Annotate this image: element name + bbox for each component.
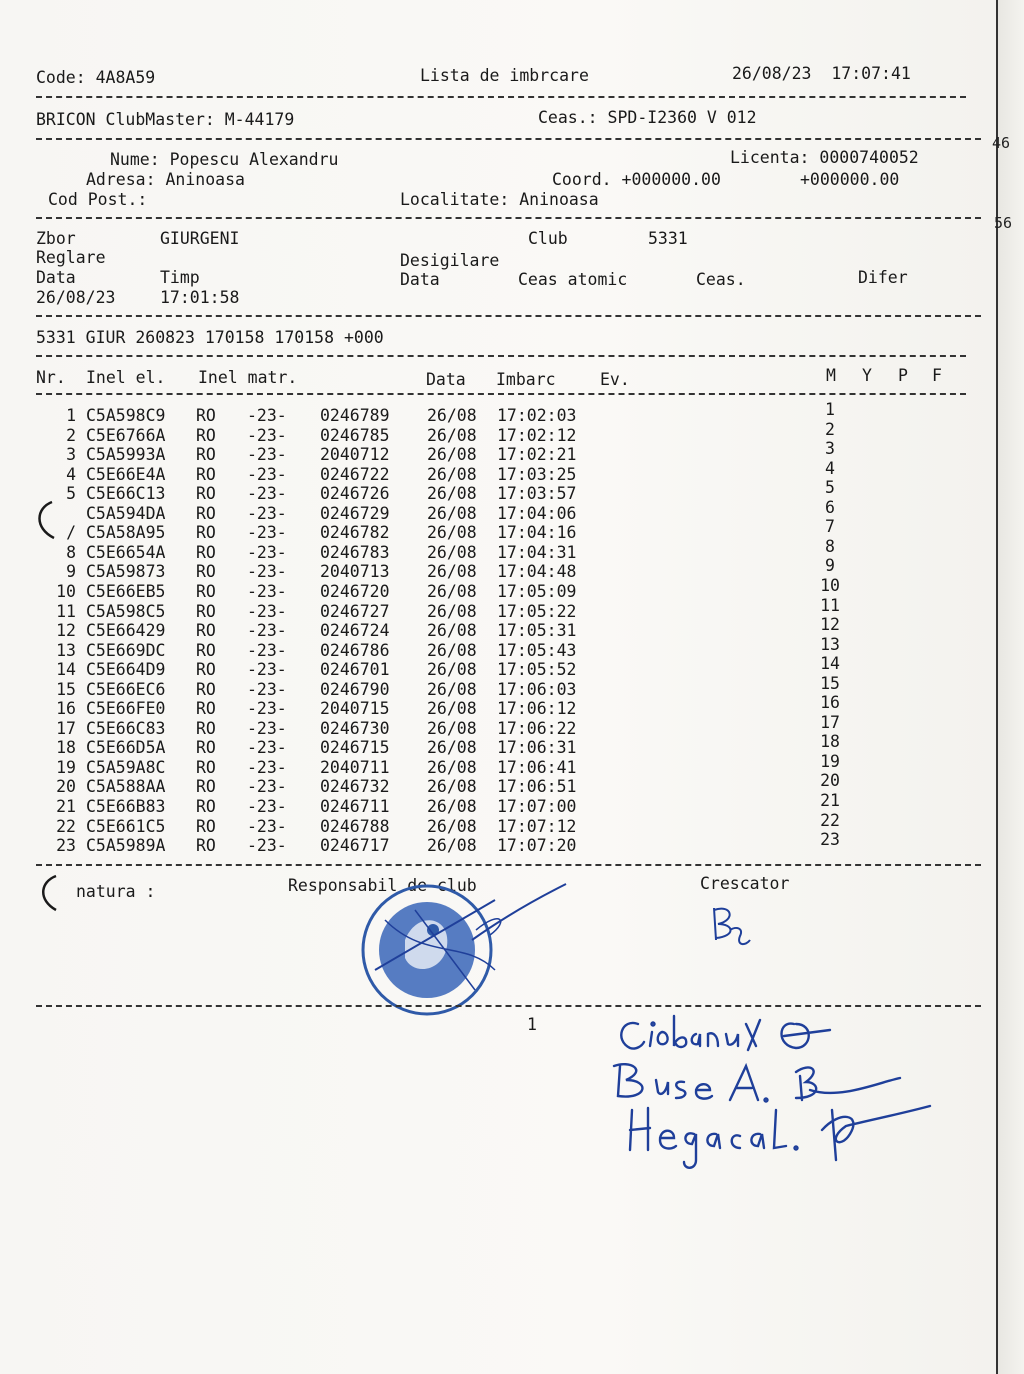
electronic-ring: C5A588AA xyxy=(86,777,166,797)
electronic-ring: C5E66429 xyxy=(86,621,166,641)
basketing-time: 17:04:16 xyxy=(497,523,577,543)
electronic-ring: C5E66FE0 xyxy=(86,699,166,719)
m-order: 1 xyxy=(825,400,835,419)
country-code: RO xyxy=(196,718,216,738)
basketing-date: 26/08 xyxy=(427,621,477,641)
ring-number: 0246717 xyxy=(320,836,390,856)
col-m: M xyxy=(826,366,836,385)
basketing-time: 17:04:48 xyxy=(497,562,577,582)
ring-year: -23- xyxy=(247,425,287,445)
ring-number: 0246701 xyxy=(320,660,390,680)
basketing-time: 17:02:12 xyxy=(497,425,577,445)
row-number: 22 xyxy=(56,816,76,836)
col-nr: Nr. xyxy=(36,368,66,387)
page-number: 1 xyxy=(527,1015,537,1034)
electronic-ring: C5A59A8C xyxy=(86,757,166,777)
row-number: 11 xyxy=(56,601,76,621)
divider xyxy=(36,393,966,395)
club-number: 5331 xyxy=(648,229,688,248)
country-code: RO xyxy=(196,484,216,504)
row-number: 21 xyxy=(56,797,76,816)
country-code: RO xyxy=(196,777,216,797)
basketing-date: 26/08 xyxy=(427,757,477,777)
ring-number: 2040712 xyxy=(320,445,390,465)
col-imbarc: Imbarc xyxy=(496,370,556,389)
row-number: 10 xyxy=(56,581,76,601)
ring-number: 2040713 xyxy=(320,562,390,582)
electronic-ring: C5E66EC6 xyxy=(86,679,166,699)
basketing-date: 26/08 xyxy=(427,581,477,601)
row-number: 5 xyxy=(66,484,76,504)
owner-name: Nume: Popescu Alexandru xyxy=(110,150,339,169)
m-order: 23 xyxy=(820,830,840,850)
country-code: RO xyxy=(196,464,216,484)
basketing-date: 26/08 xyxy=(427,738,477,758)
row-number: 18 xyxy=(56,738,76,758)
divider xyxy=(36,217,981,219)
edge-mark: 56 xyxy=(994,214,1013,232)
m-order: 10 xyxy=(820,575,840,595)
ring-year: -23- xyxy=(247,718,287,738)
basketing-date: 26/08 xyxy=(427,699,477,719)
commission-signatures-icon xyxy=(600,1010,940,1180)
owner-address: Adresa: Aninoasa xyxy=(86,170,245,189)
basketing-date: 26/08 xyxy=(427,660,477,680)
ring-number: 0246724 xyxy=(320,621,390,641)
country-code: RO xyxy=(196,581,216,601)
owner-license: Licenta: 0000740052 xyxy=(730,148,919,167)
row-number: 17 xyxy=(56,718,76,738)
flight-label: Zbor xyxy=(36,229,76,248)
basketing-time: 17:07:12 xyxy=(497,816,577,836)
data-label: Data xyxy=(36,268,76,287)
row-number: 13 xyxy=(56,640,76,660)
basketing-date: 26/08 xyxy=(427,445,477,465)
ring-year: -23- xyxy=(247,562,287,582)
ring-number: 0246715 xyxy=(320,738,390,758)
basketing-date: 26/08 xyxy=(427,406,477,425)
breeder-signature-icon xyxy=(706,900,754,952)
basketing-time: 17:06:51 xyxy=(497,777,577,797)
row-number: 3 xyxy=(66,445,76,465)
basketing-time: 17:06:12 xyxy=(497,699,577,719)
ring-year: -23- xyxy=(247,679,287,699)
electronic-ring: C5A598C5 xyxy=(86,601,166,621)
difer-label: Difer xyxy=(858,268,908,287)
ring-number: 0246790 xyxy=(320,679,390,699)
ring-year: -23- xyxy=(247,777,287,797)
divider xyxy=(36,315,981,317)
ring-number: 0246727 xyxy=(320,601,390,621)
basketing-time: 17:03:57 xyxy=(497,484,577,504)
country-code: RO xyxy=(196,738,216,758)
basketing-time: 17:07:20 xyxy=(497,836,577,856)
basketing-time: 17:02:03 xyxy=(497,406,577,425)
row-number: 8 xyxy=(66,542,76,562)
ring-number: 0246785 xyxy=(320,425,390,445)
electronic-ring: C5E6766A xyxy=(86,425,166,445)
basketing-time: 17:04:06 xyxy=(497,503,577,523)
electronic-ring: C5A5989A xyxy=(86,836,166,856)
responsabil-label: Responsabil de club xyxy=(288,876,477,895)
ring-year: -23- xyxy=(247,406,287,425)
basketing-time: 17:04:31 xyxy=(497,542,577,562)
basketing-date: 26/08 xyxy=(427,503,477,523)
m-order: 5 xyxy=(825,478,835,498)
ring-year: -23- xyxy=(247,621,287,641)
divider xyxy=(36,1005,981,1007)
ring-number: 0246730 xyxy=(320,718,390,738)
club-label: Club xyxy=(528,229,568,248)
electronic-ring: C5E66C13 xyxy=(86,484,166,504)
basketing-time: 17:06:22 xyxy=(497,718,577,738)
row-number: 4 xyxy=(66,464,76,484)
country-code: RO xyxy=(196,562,216,582)
basketing-time: 17:03:25 xyxy=(497,464,577,484)
m-order: 17 xyxy=(820,712,840,732)
m-order: 9 xyxy=(825,556,835,576)
basketing-date: 26/08 xyxy=(427,523,477,543)
m-order: 12 xyxy=(820,615,840,635)
adjacent-page-edge xyxy=(992,0,1024,1374)
basketing-time: 17:05:52 xyxy=(497,660,577,680)
country-code: RO xyxy=(196,445,216,465)
edge-mark: 46 xyxy=(992,134,1011,152)
ring-year: -23- xyxy=(247,738,287,758)
ring-year: -23- xyxy=(247,699,287,719)
m-order: 7 xyxy=(825,517,835,537)
basketing-time: 17:06:31 xyxy=(497,738,577,758)
ring-year: -23- xyxy=(247,797,287,816)
country-code: RO xyxy=(196,660,216,680)
electronic-ring: C5E669DC xyxy=(86,640,166,660)
desigilare-label: Desigilare xyxy=(400,251,500,270)
m-order: 8 xyxy=(825,536,835,556)
ring-number: 0246726 xyxy=(320,484,390,504)
divider xyxy=(36,96,966,98)
electronic-ring: C5E66EB5 xyxy=(86,581,166,601)
electronic-ring: C5E661C5 xyxy=(86,816,166,836)
list-code: Code: 4A8A59 xyxy=(36,68,156,87)
col-y: Y xyxy=(862,366,872,385)
country-code: RO xyxy=(196,797,216,816)
row-number: 9 xyxy=(66,562,76,582)
basketing-date: 26/08 xyxy=(427,601,477,621)
row-number: 16 xyxy=(56,699,76,719)
owner-coord: Coord. +000000.00 xyxy=(552,170,721,189)
m-order: 15 xyxy=(820,673,840,693)
basketing-date: 26/08 xyxy=(427,484,477,504)
ring-year: -23- xyxy=(247,464,287,484)
row-number: 15 xyxy=(56,679,76,699)
basketing-time: 17:02:21 xyxy=(497,445,577,465)
row-number: 23 xyxy=(56,836,76,856)
divider xyxy=(36,864,981,866)
col-data: Data xyxy=(426,370,466,389)
basketing-date: 26/08 xyxy=(427,816,477,836)
flight-summary: 5331 GIUR 260823 170158 170158 +000 xyxy=(36,328,384,347)
ceas-label: Ceas. xyxy=(696,270,746,289)
basketing-date: 26/08 xyxy=(427,640,477,660)
responsabil-signature-icon xyxy=(470,880,570,950)
m-order: 16 xyxy=(820,693,840,713)
basketing-date: 26/08 xyxy=(427,542,477,562)
m-order: 20 xyxy=(820,771,840,791)
row-number: 2 xyxy=(66,425,76,445)
electronic-ring: C5E66D5A xyxy=(86,738,166,758)
owner-coord-second: +000000.00 xyxy=(800,170,900,189)
electronic-ring: C5E66B83 xyxy=(86,797,166,816)
electronic-ring: C5E66E4A xyxy=(86,464,166,484)
m-order: 13 xyxy=(820,634,840,654)
row-number: 1 xyxy=(66,406,76,425)
m-order: 6 xyxy=(825,497,835,517)
print-datetime: 26/08/23 17:07:41 xyxy=(732,64,911,83)
ceas-atomic-label: Ceas atomic xyxy=(518,270,628,289)
ring-number: 0246782 xyxy=(320,523,390,543)
ring-year: -23- xyxy=(247,523,287,543)
basketing-date: 26/08 xyxy=(427,679,477,699)
col-inel-matr: Inel matr. xyxy=(198,368,298,387)
ring-year: -23- xyxy=(247,581,287,601)
ring-number: 0246729 xyxy=(320,503,390,523)
col-ev: Ev. xyxy=(600,370,630,389)
basketing-time: 17:05:43 xyxy=(497,640,577,660)
country-code: RO xyxy=(196,679,216,699)
natura-label: natura : xyxy=(76,882,156,901)
basketing-time: 17:07:00 xyxy=(497,797,577,816)
country-code: RO xyxy=(196,523,216,543)
ring-year: -23- xyxy=(247,757,287,777)
bracket-mark xyxy=(34,872,64,916)
ring-number: 0246789 xyxy=(320,406,390,425)
m-order: 3 xyxy=(825,439,835,459)
basketing-date: 26/08 xyxy=(427,562,477,582)
ring-number: 2040715 xyxy=(320,699,390,719)
electronic-ring: C5A58A95 xyxy=(86,523,166,543)
country-code: RO xyxy=(196,425,216,445)
ring-year: -23- xyxy=(247,640,287,660)
electronic-ring: C5E6654A xyxy=(86,542,166,562)
basketing-date: 26/08 xyxy=(427,836,477,856)
electronic-ring: C5A598C9 xyxy=(86,406,166,425)
row-number: / xyxy=(66,523,76,543)
country-code: RO xyxy=(196,640,216,660)
clock-id: Ceas.: SPD-I2360 V 012 xyxy=(538,108,757,127)
ring-number: 0246786 xyxy=(320,640,390,660)
reglare-label: Reglare xyxy=(36,248,106,267)
ring-year: -23- xyxy=(247,484,287,504)
basketing-time: 17:05:09 xyxy=(497,581,577,601)
ring-year: -23- xyxy=(247,445,287,465)
col-p: P xyxy=(898,366,908,385)
m-order: 11 xyxy=(820,595,840,615)
m-order: 14 xyxy=(820,654,840,674)
bracket-mark xyxy=(30,498,60,544)
col-inel-el: Inel el. xyxy=(86,368,166,387)
ring-number: 2040711 xyxy=(320,757,390,777)
reglare-date: 26/08/23 xyxy=(36,288,116,307)
country-code: RO xyxy=(196,757,216,777)
country-code: RO xyxy=(196,621,216,641)
ring-number: 0246720 xyxy=(320,581,390,601)
row-number: 19 xyxy=(56,757,76,777)
reglare-time: 17:01:58 xyxy=(160,288,240,307)
data-label-second: Data xyxy=(400,270,440,289)
country-code: RO xyxy=(196,836,216,856)
ring-year: -23- xyxy=(247,836,287,856)
flight-name: GIURGENI xyxy=(160,229,240,248)
timp-label: Timp xyxy=(160,268,200,287)
ring-year: -23- xyxy=(247,542,287,562)
basketing-date: 26/08 xyxy=(427,797,477,816)
basketing-time: 17:06:41 xyxy=(497,757,577,777)
country-code: RO xyxy=(196,699,216,719)
ring-year: -23- xyxy=(247,503,287,523)
m-order: 19 xyxy=(820,751,840,771)
table-row xyxy=(0,830,980,856)
ring-number: 0246783 xyxy=(320,542,390,562)
basketing-date: 26/08 xyxy=(427,464,477,484)
basketing-time: 17:06:03 xyxy=(497,679,577,699)
document-title: Lista de imbrcare xyxy=(420,66,589,85)
club-master: BRICON ClubMaster: M-44179 xyxy=(36,110,295,129)
basketing-time: 17:05:31 xyxy=(497,621,577,641)
owner-locality: Localitate: Aninoasa xyxy=(400,190,599,209)
m-order: 21 xyxy=(820,791,840,810)
country-code: RO xyxy=(196,542,216,562)
crescator-label: Crescator xyxy=(700,874,790,893)
ring-year: -23- xyxy=(247,660,287,680)
row-number: 20 xyxy=(56,777,76,797)
col-f: F xyxy=(932,366,942,385)
electronic-ring: C5A5993A xyxy=(86,445,166,465)
m-order: 18 xyxy=(820,732,840,752)
owner-postcode: Cod Post.: xyxy=(48,190,148,209)
basketing-date: 26/08 xyxy=(427,425,477,445)
ring-number: 0246722 xyxy=(320,464,390,484)
electronic-ring: C5A59873 xyxy=(86,562,166,582)
electronic-ring: C5E66C83 xyxy=(86,718,166,738)
ring-number: 0246788 xyxy=(320,816,390,836)
basketing-time: 17:05:22 xyxy=(497,601,577,621)
electronic-ring: C5E664D9 xyxy=(86,660,166,680)
ring-year: -23- xyxy=(247,816,287,836)
m-order: 2 xyxy=(825,419,835,439)
row-number: 12 xyxy=(56,621,76,641)
country-code: RO xyxy=(196,816,216,836)
basketing-date: 26/08 xyxy=(427,718,477,738)
divider xyxy=(36,355,966,357)
country-code: RO xyxy=(196,503,216,523)
basketing-date: 26/08 xyxy=(427,777,477,797)
country-code: RO xyxy=(196,601,216,621)
m-order: 4 xyxy=(825,458,835,478)
ring-number: 0246711 xyxy=(320,797,390,816)
divider xyxy=(36,138,981,140)
ring-year: -23- xyxy=(247,601,287,621)
electronic-ring: C5A594DA xyxy=(86,503,166,523)
m-order: 22 xyxy=(820,810,840,830)
country-code: RO xyxy=(196,406,216,425)
row-number: 14 xyxy=(56,660,76,680)
ring-number: 0246732 xyxy=(320,777,390,797)
